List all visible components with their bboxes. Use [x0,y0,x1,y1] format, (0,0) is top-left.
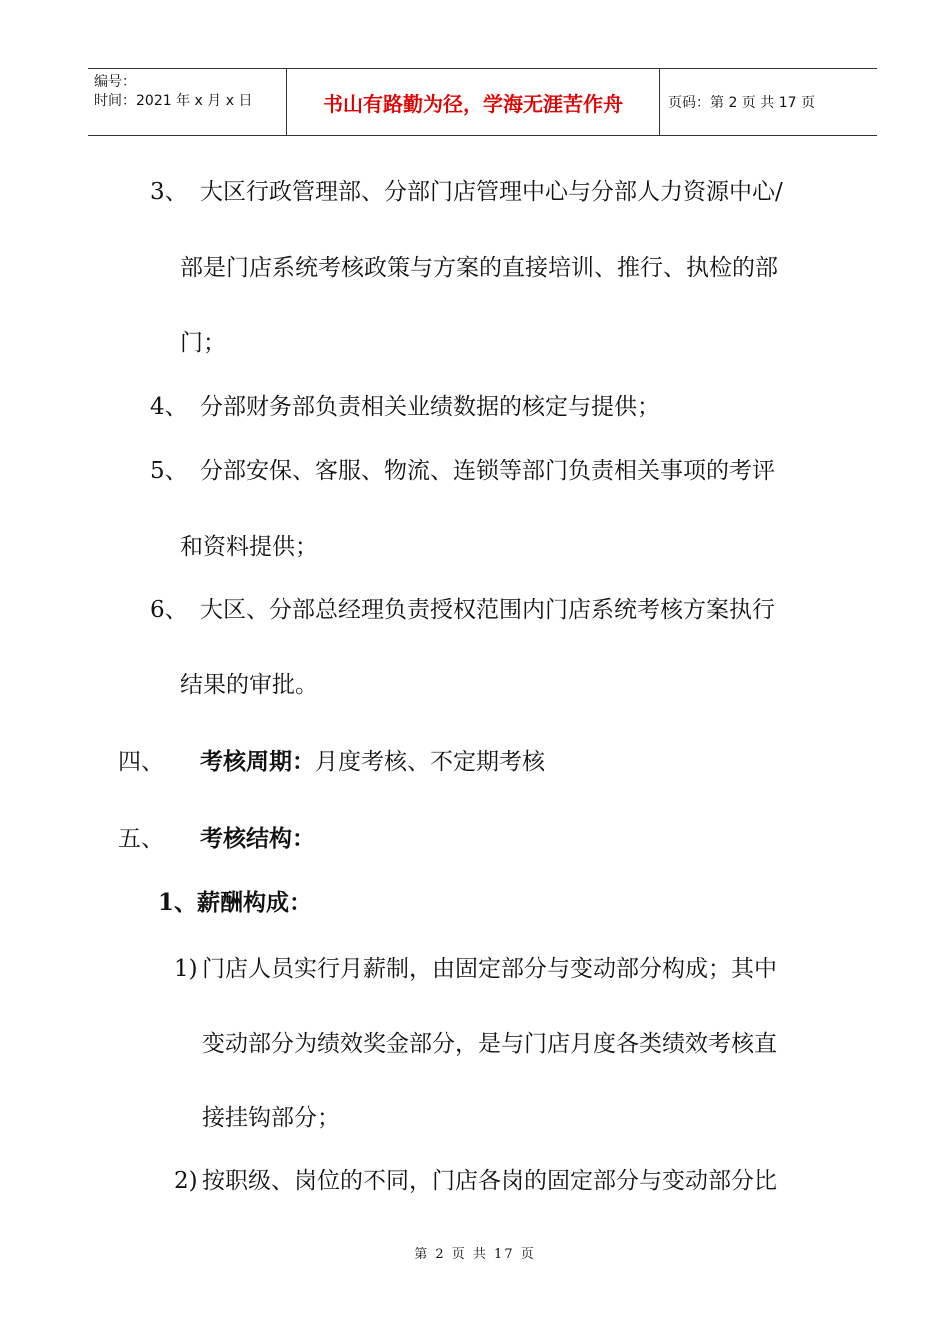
header-motto: 书山有路勤为径，学海无涯苦作舟 [287,69,660,135]
page-header [88,68,877,136]
section-number: 五、 [118,826,164,852]
point-text-line: 按职级、岗位的不同，门店各岗的固定部分与变动部分比 [202,1168,777,1194]
point-text-line: 变动部分为绩效奖金部分，是与门店月度各类绩效考核直 [202,1031,777,1057]
item-text-line: 大区、分部总经理负责授权范围内门店系统考核方案执行 [200,597,775,623]
subsection-heading: 1、薪酬构成： [158,889,313,916]
item-text-line: 和资料提供； [180,534,318,560]
section-heading-bold: 考核结构： [200,825,315,852]
header-page-label: 页码：第 2 页 共 17 页 [668,95,815,111]
section-number: 四、 [118,749,164,775]
item-text-line: 门； [180,330,226,356]
item-text-line: 结果的审批。 [180,672,318,698]
item-number: 6、 [150,597,188,623]
time-label: 时间：2021 年 x 月 x 日 [94,93,253,109]
section-heading-body: 月度考核、不定期考核 [315,749,545,775]
section-heading-text [200,747,545,777]
header-meta [88,69,287,135]
section-heading-bold: 考核周期： [200,748,315,775]
point-text-line: 门店人员实行月薪制，由固定部分与变动部分构成；其中 [202,956,777,982]
item-text-line: 分部安保、客服、物流、连锁等部门负责相关事项的考评 [200,458,775,484]
item-number: 3、 [150,179,188,205]
item-text-line: 部是门店系统考核政策与方案的直接培训、推行、执检的部 [180,255,778,281]
number-label: 编号： [94,74,136,90]
point-number: 2) [174,1168,198,1194]
item-text-line: 分部财务部负责相关业绩数据的核定与提供； [200,394,660,420]
page-footer: 第 2 页 共 17 页 [414,1247,536,1262]
item-text-line: 大区行政管理部、分部门店管理中心与分部人力资源中心/ [200,179,783,205]
point-text-line: 接挂钩部分； [202,1105,340,1131]
item-number: 5、 [150,458,188,484]
point-number: 1) [174,956,198,982]
item-number: 4、 [150,394,188,420]
